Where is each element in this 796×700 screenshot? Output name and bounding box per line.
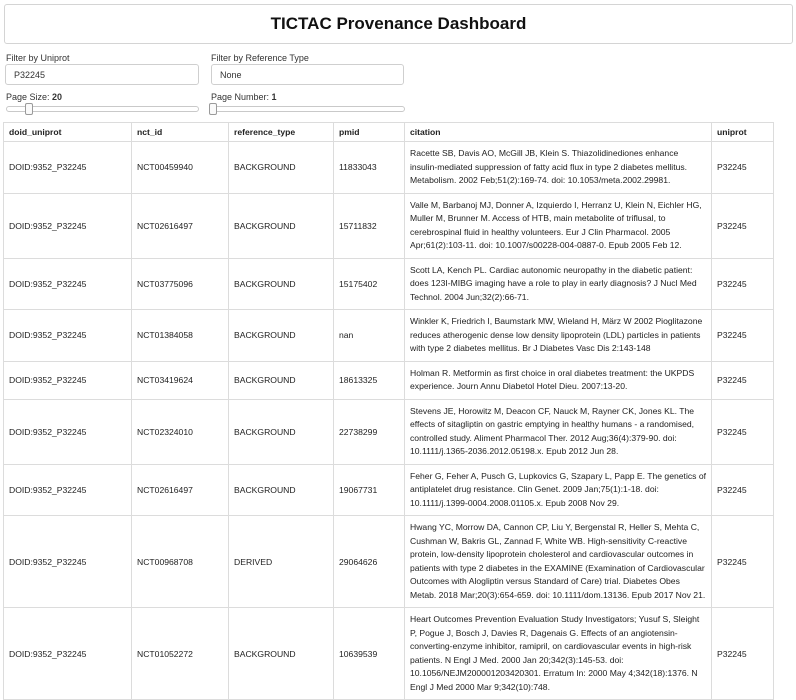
page-number-slider-track[interactable] — [209, 106, 405, 112]
cell-doid-uniprot: DOID:9352_P32245 — [4, 361, 132, 399]
cell-nct-id: NCT02616497 — [132, 193, 229, 258]
cell-pmid: 15711832 — [334, 193, 405, 258]
cell-doid-uniprot: DOID:9352_P32245 — [4, 399, 132, 464]
cell-citation: Hwang YC, Morrow DA, Cannon CP, Liu Y, Bergenstal R, Heller S, Mehta C, Cushman W, Bakris GL, Zannad F, White WB. High-sensitivity C-reactive protein, low-density lipoprotein cholesterol and cardiovascular outcomes in patients with type 2 diabetes in the EXAMINE (Examination of Cardiovascular Outcomes with Alogliptin versus Standard of Care) trial. Diabetes Obes Metab. 2018 Mar;20(3):654-659. doi: 10.1111/dom.13136. Epub 2017 Nov 21. — [405, 516, 712, 608]
page-size-label-text: Page Size: — [6, 92, 50, 102]
column-header-reference-type[interactable]: reference_type — [229, 123, 334, 142]
cell-reference-type: BACKGROUND — [229, 310, 334, 362]
cell-pmid: 11833043 — [334, 142, 405, 194]
cell-uniprot: P32245 — [712, 193, 774, 258]
cell-pmid: 19067731 — [334, 464, 405, 516]
page-number-label — [211, 92, 277, 102]
cell-pmid: 10639539 — [334, 608, 405, 700]
cell-uniprot: P32245 — [712, 464, 774, 516]
cell-citation: Winkler K, Friedrich I, Baumstark MW, Wieland H, März W 2002 Pioglitazone reduces atherogenic dense low density lipoprotein (LDL) particles in patients with type 2 diabetes mellitus. Br J Diabetes Vasc Dis 2:143-148 — [405, 310, 712, 362]
cell-doid-uniprot: DOID:9352_P32245 — [4, 258, 132, 310]
cell-pmid: 18613325 — [334, 361, 405, 399]
cell-citation: Valle M, Barbanoj MJ, Donner A, Izquierdo I, Herranz U, Klein N, Eichler HG, Muller M, Brunner M. Access of HTB, main metabolite of triflusal, to cerebrospinal fluid in healthy volunteers. Eur J Clin Pharmacol. 2005 Apr;61(2):103-11. doi: 10.1007/s00228-004-0887-0. Epub 2005 Feb 12. — [405, 193, 712, 258]
cell-nct-id: NCT00459940 — [132, 142, 229, 194]
cell-pmid: 22738299 — [334, 399, 405, 464]
cell-citation: Racette SB, Davis AO, McGill JB, Klein S. Thiazolidinediones enhance insulin-mediated suppression of fatty acid flux in type 2 diabetes mellitus. Metabolism. 2002 Feb;51(2):169-74. doi: 10.1053/meta.2002.29981. — [405, 142, 712, 194]
cell-nct-id: NCT02324010 — [132, 399, 229, 464]
table-body — [4, 142, 774, 700]
table-row — [4, 258, 774, 310]
provenance-table — [3, 122, 774, 700]
page-size-slider[interactable] — [6, 103, 199, 115]
uniprot-filter-input[interactable] — [5, 64, 199, 85]
page-title: TICTAC Provenance Dashboard — [270, 14, 527, 33]
cell-nct-id: NCT01052272 — [132, 608, 229, 700]
page-size-slider-thumb[interactable] — [25, 103, 33, 115]
column-header-citation[interactable]: citation — [405, 123, 712, 142]
cell-citation: Scott LA, Kench PL. Cardiac autonomic neuropathy in the diabetic patient: does 123I-MIBG imaging have a role to play in early diagnosis? J Nucl Med Technol. 2004 Jun;32(2):66-71. — [405, 258, 712, 310]
column-header-doid-uniprot[interactable]: doid_uniprot — [4, 123, 132, 142]
table-row — [4, 464, 774, 516]
table-row — [4, 361, 774, 399]
column-header-uniprot[interactable]: uniprot — [712, 123, 774, 142]
cell-citation: Holman R. Metformin as first choice in oral diabetes treatment: the UKPDS experience. Journ Annu Diabetol Hotel Dieu. 2007:13-20. — [405, 361, 712, 399]
cell-doid-uniprot: DOID:9352_P32245 — [4, 193, 132, 258]
cell-nct-id: NCT00968708 — [132, 516, 229, 608]
cell-uniprot: P32245 — [712, 310, 774, 362]
cell-pmid: 15175402 — [334, 258, 405, 310]
page-number-slider-thumb[interactable] — [209, 103, 217, 115]
page-number-label-text: Page Number: — [211, 92, 270, 102]
cell-reference-type: BACKGROUND — [229, 399, 334, 464]
cell-nct-id: NCT03419624 — [132, 361, 229, 399]
uniprot-filter-label: Filter by Uniprot — [6, 53, 70, 63]
page-size-label — [6, 92, 62, 102]
cell-reference-type: BACKGROUND — [229, 258, 334, 310]
cell-reference-type: BACKGROUND — [229, 193, 334, 258]
cell-reference-type: BACKGROUND — [229, 464, 334, 516]
page-number-value: 1 — [271, 92, 277, 102]
table-header-row — [4, 123, 774, 142]
table-row — [4, 193, 774, 258]
column-header-nct-id[interactable]: nct_id — [132, 123, 229, 142]
cell-pmid: nan — [334, 310, 405, 362]
cell-reference-type: DERIVED — [229, 516, 334, 608]
cell-nct-id: NCT02616497 — [132, 464, 229, 516]
cell-citation: Feher G, Feher A, Pusch G, Lupkovics G, Szapary L, Papp E. The genetics of antiplatelet drug resistance. Clin Genet. 2009 Jan;75(1):1-18. doi: 10.1111/j.1399-0004.2008.01105.x. Epub 2008 Nov 29. — [405, 464, 712, 516]
cell-uniprot: P32245 — [712, 258, 774, 310]
provenance-table-container — [3, 122, 773, 692]
page-size-value: 20 — [52, 92, 63, 102]
table-row — [4, 142, 774, 194]
cell-uniprot: P32245 — [712, 142, 774, 194]
cell-uniprot: P32245 — [712, 361, 774, 399]
cell-pmid: 29064626 — [334, 516, 405, 608]
cell-uniprot: P32245 — [712, 516, 774, 608]
cell-nct-id: NCT01384058 — [132, 310, 229, 362]
page-number-slider[interactable] — [209, 103, 405, 115]
title-panel — [4, 4, 793, 44]
table-row — [4, 310, 774, 362]
cell-doid-uniprot: DOID:9352_P32245 — [4, 310, 132, 362]
cell-doid-uniprot: DOID:9352_P32245 — [4, 516, 132, 608]
table-row — [4, 608, 774, 700]
reftype-filter-input[interactable] — [211, 64, 404, 85]
cell-uniprot: P32245 — [712, 608, 774, 700]
cell-uniprot: P32245 — [712, 399, 774, 464]
cell-doid-uniprot: DOID:9352_P32245 — [4, 464, 132, 516]
table-row — [4, 399, 774, 464]
cell-nct-id: NCT03775096 — [132, 258, 229, 310]
cell-reference-type: BACKGROUND — [229, 608, 334, 700]
cell-doid-uniprot: DOID:9352_P32245 — [4, 608, 132, 700]
cell-reference-type: BACKGROUND — [229, 361, 334, 399]
page-size-slider-track[interactable] — [6, 106, 199, 112]
cell-reference-type: BACKGROUND — [229, 142, 334, 194]
reftype-filter-label: Filter by Reference Type — [211, 53, 309, 63]
column-header-pmid[interactable]: pmid — [334, 123, 405, 142]
cell-doid-uniprot: DOID:9352_P32245 — [4, 142, 132, 194]
cell-citation: Heart Outcomes Prevention Evaluation Study Investigators; Yusuf S, Sleight P, Pogue J, Bosch J, Davies R, Dagenais G. Effects of an angiotensin-converting-enzyme inhibitor, ramipril, on cardiovascular events in high-risk patients. N Engl J Med. 2000 Jan 20;342(3):145-53. doi: 10.1056/NEJM200001203420301. Erratum In: 2000 May 4;342(18):1376. N Engl J Med 2000 Mar 9;342(10):748. — [405, 608, 712, 700]
table-row — [4, 516, 774, 608]
cell-citation: Stevens JE, Horowitz M, Deacon CF, Nauck M, Rayner CK, Jones KL. The effects of sitagliptin on gastric emptying in healthy humans - a randomised, controlled study. Aliment Pharmacol Ther. 2012 Aug;36(4):379-90. doi: 10.1111/j.1365-2036.2012.05198.x. Epub 2012 Jun 28. — [405, 399, 712, 464]
